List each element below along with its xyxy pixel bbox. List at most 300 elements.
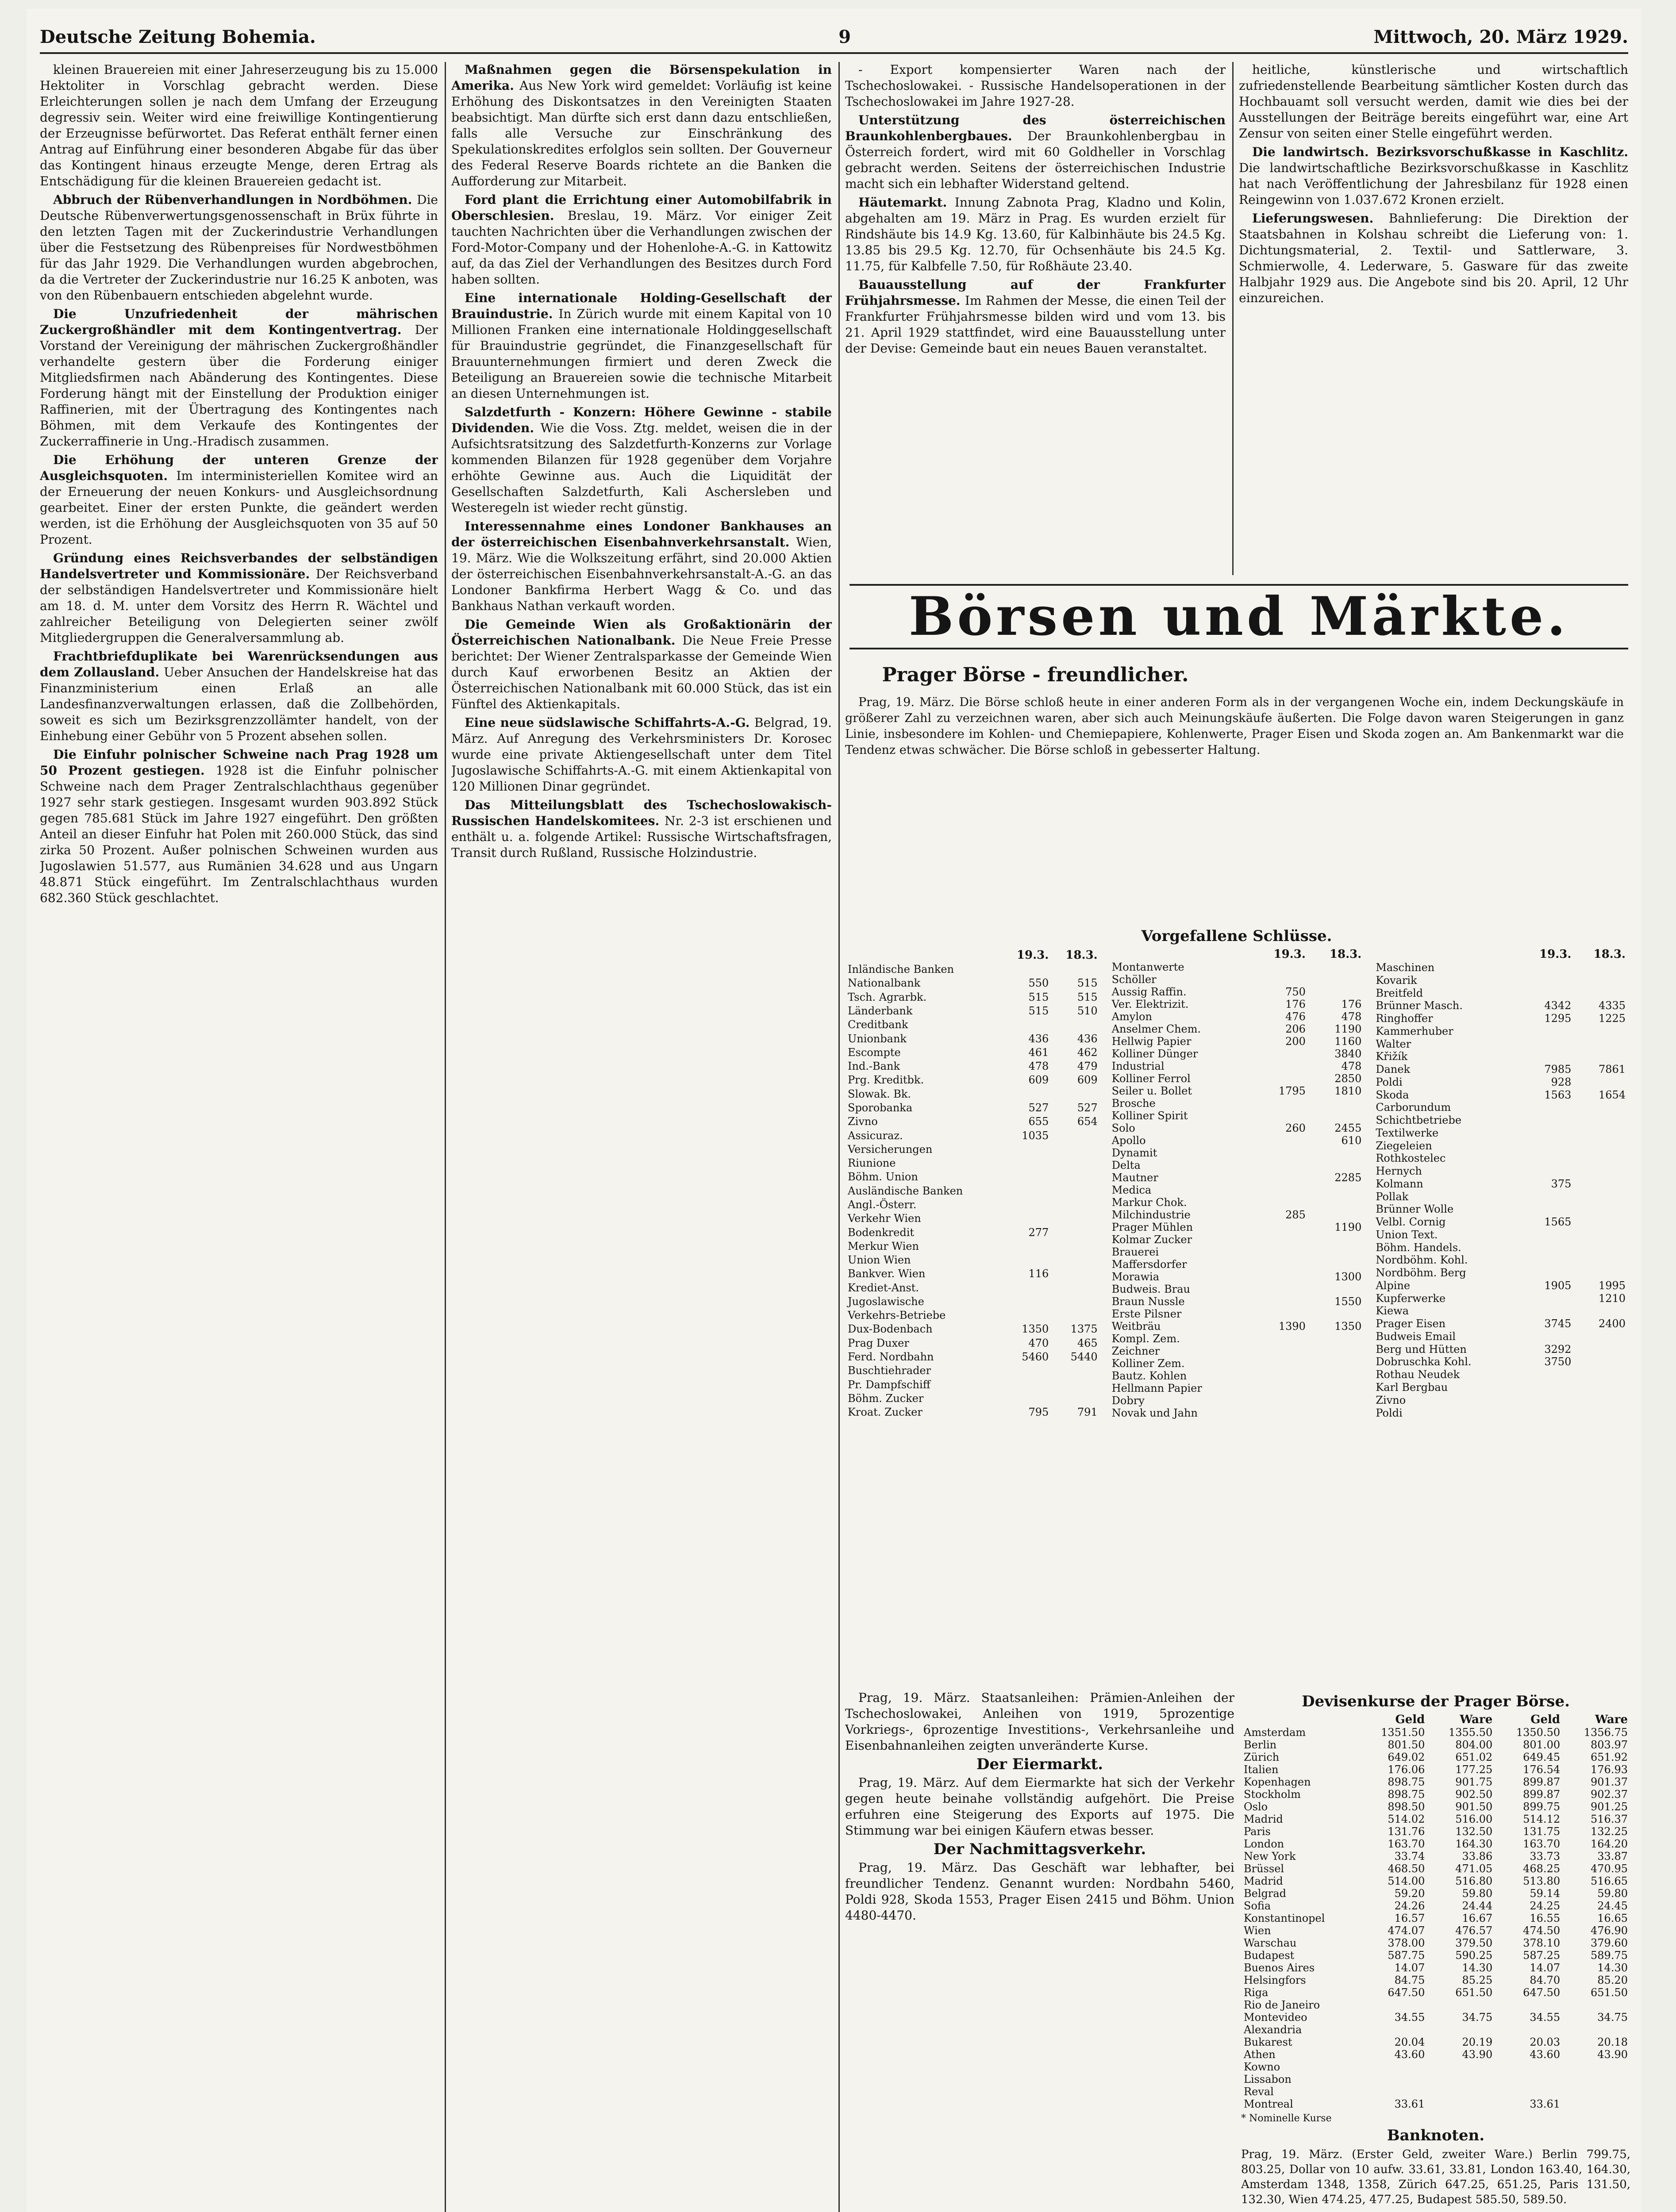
- table-cell: 476.57: [1455, 1924, 1493, 1937]
- column-rule: [838, 62, 840, 2212]
- table-cell: Dux-Bodenbach: [848, 1323, 933, 1336]
- table-row: [1373, 1368, 1628, 1381]
- table-cell: 1160: [1334, 1035, 1362, 1048]
- table-cell: Poldi: [1376, 1075, 1403, 1088]
- table-row: [845, 1253, 1100, 1267]
- table-cell: 478: [1028, 1060, 1049, 1073]
- table-cell: 4335: [1598, 999, 1626, 1012]
- table-cell: Brünner Wolle: [1376, 1203, 1454, 1216]
- table-cell: Ferd. Nordbahn: [848, 1351, 934, 1363]
- table-cell: [1574, 1152, 1628, 1165]
- table-cell: 34.55: [1530, 2011, 1561, 2024]
- table-cell: 515: [1028, 1005, 1049, 1017]
- table-cell: 510: [1077, 1005, 1098, 1017]
- table-cell: Berg und Hütten: [1376, 1343, 1467, 1356]
- table-cell: [1308, 973, 1364, 986]
- table-row: [1373, 1190, 1628, 1203]
- table-row: [1109, 1345, 1365, 1357]
- table-cell: 1300: [1334, 1271, 1362, 1283]
- table-row: [1109, 961, 1365, 973]
- header-left: Deutsche Zeitung Bohemia.: [40, 26, 316, 47]
- table-cell: [1360, 2085, 1427, 2098]
- table-cell: 285: [1285, 1209, 1306, 1221]
- table-cell: Buschtiehrader: [848, 1364, 931, 1377]
- table-cell: 462: [1077, 1046, 1098, 1059]
- table-cell: Amylon: [1111, 1010, 1152, 1023]
- table-cell: Nationalbank: [848, 977, 921, 990]
- banknotes-title: Banknoten.: [1387, 2127, 1485, 2144]
- table-cell: 277: [1028, 1226, 1049, 1239]
- table-row: [845, 1156, 1100, 1170]
- article-paragraph: [845, 277, 1226, 357]
- table-row: [1241, 1900, 1630, 1912]
- table-cell: Brüssel: [1244, 1863, 1284, 1875]
- table-cell: [1360, 1999, 1427, 2011]
- article-body: Die landwirtschaftliche Bezirksvorschußkasse in Kaschlitz hat nach Veröffentlichung der Jahresbilanz für 1928 einen Reingewinn von 1.037.672 Kronen erzielt.: [1239, 161, 1628, 207]
- table-cell: 20.03: [1530, 2036, 1561, 2048]
- article-body: Die Deutsche Rübenverwertungsgenossenschaft in Brüx führte in den letzten Tagen mit der Zuckerindustrie Verhandlungen über die Festsetzung des Rübenpreises für Nordwestböhmen für das Jahr 1929. Die Verhandlungen wurden abgebrochen, da die Vertreter der Zuckerindustrie nur 16.25 K anboten, was von den Rübenbauern entschieden abgelehnt wurde.: [40, 192, 438, 303]
- table-cell: Rio de Janeiro: [1244, 1999, 1320, 2011]
- table-cell: Weitbräu: [1111, 1320, 1161, 1333]
- table-row: [1373, 1101, 1628, 1114]
- table-cell: [1520, 1025, 1574, 1038]
- table-cell: 610: [1341, 1134, 1362, 1147]
- table-row: [1109, 1147, 1365, 1159]
- table-row: [845, 1004, 1100, 1018]
- table-cell: Brauerei: [1111, 1246, 1159, 1258]
- table-cell: Solo: [1111, 1122, 1135, 1134]
- table-row: [1241, 1962, 1630, 1974]
- table-cell: Pollak: [1376, 1190, 1409, 1203]
- table-cell: 1035: [1022, 1129, 1049, 1142]
- table-cell: 2285: [1334, 1171, 1362, 1184]
- table-cell: [1520, 1292, 1574, 1305]
- table-cell: [1003, 1364, 1051, 1378]
- table-cell: [1308, 1394, 1364, 1407]
- table-cell: [1495, 2061, 1563, 2073]
- table-cell: [1574, 1050, 1628, 1063]
- table-cell: [1253, 1308, 1308, 1320]
- table-cell: 651.02: [1455, 1751, 1493, 1763]
- table-cell: 902.37: [1591, 1788, 1628, 1801]
- table-cell: 200: [1285, 1035, 1306, 1048]
- column-2: [451, 62, 832, 2212]
- table-row: [1373, 1279, 1628, 1292]
- table-row: [1373, 974, 1628, 987]
- table-cell: 436: [1028, 1032, 1049, 1045]
- table-cell: [1253, 1357, 1308, 1370]
- table-cell: 1355.50: [1448, 1726, 1493, 1739]
- table-row: [1373, 999, 1628, 1012]
- table-cell: [1308, 1147, 1364, 1159]
- table-cell: 647.50: [1388, 1986, 1425, 1999]
- article-paragraph: [40, 306, 438, 449]
- table-row: [1241, 2048, 1630, 2061]
- table-row: [1373, 1203, 1628, 1216]
- table-row: [845, 1309, 1100, 1322]
- article-heading: Die Gemeinde Wien als Großaktionärin der Österreichischen Nationalbank.: [451, 617, 832, 648]
- table-row: [1109, 973, 1365, 986]
- article-body: heitliche, künstlerische und wirtschaftlich zufriedenstellende Bearbeitung sämtlicher Kosten durch das Hochbauamt soll versucht werden, damit wie dies bei der Ausstellungen der Beiträge bereits eingeführt war, eine Art Zensur von seiten einer Stelle eingeführt werden.: [1239, 62, 1628, 141]
- table-cell: [1574, 1139, 1628, 1152]
- table-row: [845, 1045, 1100, 1059]
- table-row: [1373, 1394, 1628, 1406]
- table-cell: 514.02: [1388, 1813, 1425, 1825]
- table-cell: [1003, 1239, 1051, 1253]
- table-cell: Schöller: [1111, 973, 1157, 986]
- closing-header: 19.3.: [1016, 948, 1049, 962]
- table-cell: 899.87: [1523, 1788, 1561, 1801]
- table-cell: 1190: [1334, 1221, 1362, 1233]
- table-cell: 2850: [1334, 1072, 1362, 1085]
- table-cell: 260: [1285, 1122, 1306, 1134]
- table-cell: Kovarik: [1376, 974, 1417, 987]
- table-cell: Ind.-Bank: [848, 1060, 900, 1073]
- table-cell: [1520, 1368, 1574, 1381]
- article-heading: Gründung eines Reichsverbandes der selbständigen Handelsvertreter und Kommissionäre.: [40, 551, 438, 581]
- closing-header: 18.3.: [1593, 948, 1626, 961]
- table-cell: Italien: [1244, 1763, 1279, 1776]
- table-cell: Warschau: [1244, 1937, 1297, 1949]
- closing-header: 19.3.: [1539, 948, 1572, 961]
- table-cell: [1495, 2024, 1563, 2036]
- table-row: [1373, 1025, 1628, 1038]
- table-cell: [1051, 1281, 1100, 1294]
- table-cell: [1427, 1999, 1495, 2011]
- article-paragraph: [1239, 211, 1628, 306]
- article-paragraph: [40, 747, 438, 906]
- table-cell: 609: [1077, 1074, 1098, 1087]
- table-row: [1373, 1165, 1628, 1178]
- article-paragraph: [845, 62, 1226, 110]
- table-cell: Alpine: [1376, 1279, 1411, 1292]
- table-cell: [1360, 2061, 1427, 2073]
- table-row: [1241, 1788, 1630, 1801]
- column-1: [40, 62, 438, 2212]
- table-cell: 791: [1077, 1406, 1098, 1419]
- table-cell: 476: [1285, 1010, 1306, 1023]
- table-cell: Ziegeleien: [1376, 1139, 1432, 1152]
- table-cell: 468.50: [1388, 1863, 1425, 1875]
- article-heading: Die landwirtsch. Bezirksvorschußkasse in Kaschlitz.: [1252, 145, 1628, 159]
- table-cell: 1563: [1544, 1088, 1572, 1101]
- table-cell: [1520, 1037, 1574, 1050]
- table-cell: 750: [1285, 986, 1306, 998]
- table-cell: [1308, 1333, 1364, 1345]
- table-row: [1373, 1139, 1628, 1152]
- table-cell: Bodenkredit: [848, 1226, 915, 1239]
- closing-header: 19.3.: [1273, 948, 1306, 961]
- table-cell: Maschinen: [1376, 961, 1435, 974]
- article-body: Der Vorstand der Vereinigung der mährischen Zuckergroßhändler verhandelte gestern über die Forderung einiger Mitgliedsfirmen nach Abänderung des Kontingentes. Diese Forderung hängt mit der Einstellung der Produktion einiger Raffinerien, mit der Übertragung des Kontingentes nach Böhmen, mit dem Verkaufe des Kontingentes der Zuckerraffinerie in Ung.-Hradisch zusammen.: [40, 323, 438, 449]
- table-cell: 16.65: [1597, 1912, 1628, 1924]
- table-row: [1373, 1305, 1628, 1317]
- table-cell: [1520, 987, 1574, 999]
- table-cell: Kompl. Zem.: [1111, 1333, 1180, 1345]
- table-cell: Skoda: [1376, 1088, 1409, 1101]
- fx-header: Geld: [1395, 1713, 1425, 1726]
- table-row: [845, 1198, 1100, 1211]
- table-cell: [1003, 1378, 1051, 1391]
- table-cell: 164.30: [1455, 1838, 1493, 1850]
- table-row: [845, 1115, 1100, 1129]
- table-cell: [1308, 1283, 1364, 1295]
- table-cell: 176: [1341, 998, 1362, 1010]
- table-cell: 461: [1028, 1046, 1049, 1059]
- table-cell: Zeichner: [1111, 1345, 1160, 1357]
- table-cell: [1574, 1165, 1628, 1178]
- table-cell: [1520, 961, 1574, 974]
- fx-header: Geld: [1530, 1713, 1561, 1726]
- table-cell: [1574, 1356, 1628, 1368]
- table-row: [1109, 1209, 1365, 1221]
- table-cell: Danek: [1376, 1063, 1411, 1076]
- table-row: [1373, 1330, 1628, 1343]
- table-cell: [1003, 1156, 1051, 1170]
- table-cell: [1574, 1267, 1628, 1279]
- table-cell: [1003, 1170, 1051, 1184]
- table-cell: Carborundum: [1376, 1101, 1451, 1114]
- table-cell: Industrial: [1111, 1060, 1165, 1072]
- table-row: [1241, 2073, 1630, 2085]
- table-row: [1109, 1394, 1365, 1407]
- table-cell: Kolliner Dünger: [1111, 1048, 1198, 1060]
- table-row: [1109, 1271, 1365, 1283]
- table-cell: 804.00: [1455, 1739, 1493, 1751]
- table-row: [1241, 2085, 1630, 2098]
- article-paragraph: [40, 452, 438, 548]
- table-cell: 24.44: [1462, 1900, 1493, 1912]
- table-cell: 1210: [1598, 1292, 1626, 1305]
- newspaper-page: [27, 9, 1641, 2212]
- table-cell: Buenos Aires: [1244, 1962, 1315, 1974]
- table-cell: 378.00: [1388, 1937, 1425, 1949]
- table-row: [1373, 1088, 1628, 1101]
- table-cell: Seiler u. Bollet: [1111, 1085, 1192, 1097]
- table-row: [845, 1142, 1100, 1156]
- bond-report-text: Prag, 19. März. Staatsanleihen: Prämien-Anleihen der Tschechoslowakei, Anleihen von 1919, 5prozentige Vorkriegs-, 6prozentige Investitions-, Verkehrsanleihe und Eisenbahnanleihen zeigten unveränderte Kurse.: [845, 1690, 1234, 1753]
- table-cell: Budweis. Brau: [1111, 1283, 1190, 1295]
- table-cell: 1350: [1334, 1320, 1362, 1333]
- table-cell: 1550: [1334, 1295, 1362, 1308]
- article-heading: Eine neue südslawische Schiffahrts-A.-G.: [465, 715, 754, 730]
- table-row: [845, 1406, 1100, 1419]
- table-cell: [1563, 2024, 1630, 2036]
- table-cell: 43.90: [1597, 2048, 1628, 2061]
- article-paragraph: [40, 192, 438, 303]
- table-row: [1373, 961, 1628, 974]
- table-cell: [1563, 2061, 1630, 2073]
- table-cell: [1574, 1381, 1628, 1394]
- table-cell: 655: [1028, 1115, 1049, 1128]
- table-cell: Wien: [1244, 1924, 1271, 1937]
- table-row: [1241, 1999, 1630, 2011]
- table-cell: 14.07: [1530, 1962, 1561, 1974]
- table-cell: [1253, 1147, 1308, 1159]
- table-cell: 1905: [1544, 1279, 1572, 1292]
- closing-section: [845, 925, 1628, 1686]
- table-row: [845, 1391, 1100, 1405]
- article-body: Ueber Ansuchen der Handelskreise hat das Finanzministerium einen Erlaß an alle Landesfinanzverwaltungen erlassen, daß die Zollbehörden, soweit es sich um Bezirksgrenzzollämter handelt, von der Einhebung einer Gebühr von 5 Prozent absehen sollen.: [40, 665, 438, 743]
- table-cell: 14.30: [1597, 1962, 1628, 1974]
- table-cell: Kolliner Spirit: [1111, 1110, 1188, 1122]
- table-cell: 651.50: [1591, 1986, 1628, 1999]
- table-cell: [1003, 1309, 1051, 1322]
- table-cell: 1225: [1598, 1012, 1626, 1025]
- table-cell: Prg. Kreditbk.: [848, 1074, 924, 1087]
- table-cell: [1308, 1407, 1364, 1419]
- table-cell: [1360, 2073, 1427, 2085]
- table-row: [1241, 1924, 1630, 1937]
- table-cell: [1574, 1203, 1628, 1216]
- table-cell: [1003, 1281, 1051, 1294]
- table-cell: 7861: [1598, 1063, 1626, 1076]
- table-cell: 801.50: [1388, 1739, 1425, 1751]
- table-cell: [1003, 1184, 1051, 1198]
- table-cell: [1051, 1225, 1100, 1239]
- table-cell: [1574, 1190, 1628, 1203]
- table-row: [1241, 1751, 1630, 1763]
- closing-header: [1373, 948, 1519, 961]
- table-cell: Paris: [1244, 1825, 1271, 1838]
- table-row: [1109, 1085, 1365, 1097]
- table-cell: Länderbank: [848, 1005, 913, 1017]
- article-body: Innung Zabnota Prag, Kladno und Kolin, abgehalten am 19. März in Prag. Es wurden erzielt für Rindshäute bis 14.9 Kg. 13.60, für Kalbinhäute bis 24.5 Kg. 13.85 bis 29.5 Kg. 12.70, für Ochsenhäute bis 24.5 Kg. 11.75, für Kalbfelle 7.50, für Roßhäute 23.40.: [845, 195, 1226, 273]
- table-cell: [1495, 2085, 1563, 2098]
- table-row: [1109, 1184, 1365, 1196]
- closing-table: [1373, 948, 1628, 1419]
- table-cell: Ausländische Banken: [848, 1184, 963, 1197]
- table-cell: Assicuraz.: [848, 1129, 903, 1142]
- table-cell: 1795: [1278, 1085, 1306, 1097]
- table-cell: 527: [1028, 1101, 1049, 1114]
- table-cell: Madrid: [1244, 1875, 1283, 1887]
- table-row: [845, 976, 1100, 990]
- table-cell: 515: [1077, 977, 1098, 990]
- table-cell: 902.50: [1455, 1788, 1493, 1801]
- table-cell: 85.20: [1597, 1974, 1628, 1986]
- article-body: 1928 ist die Einfuhr polnischer Schweine nach dem Prager Zentralschlachthaus gegenüber 1927 sehr stark gestiegen. Insgesamt wurden 903.892 Stück gegen 785.681 Stück im Jahre 1927 eingeführt. Den größten Anteil an dieser Einfuhr hat Polen mit 260.000 Stück, das sind zirka 50 Prozent. Außer polnischen Schweinen wurden aus Jugoslawien 51.577, aus Rumänien 34.628 und aus Ungarn 48.871 Stück eingeführt. Im Zentralschlachthaus wurden 682.360 Stück geschlachtet.: [40, 763, 438, 905]
- table-cell: [1308, 1196, 1364, 1209]
- table-cell: Böhm. Union: [848, 1171, 918, 1183]
- fx-table: [1241, 1713, 1630, 2110]
- table-cell: 514.00: [1388, 1875, 1425, 1887]
- table-row: [845, 1129, 1100, 1142]
- table-cell: 515: [1077, 991, 1098, 1003]
- table-cell: London: [1244, 1838, 1284, 1850]
- table-cell: 375: [1551, 1177, 1572, 1190]
- table-cell: [1308, 1246, 1364, 1258]
- table-cell: 1356.75: [1584, 1726, 1628, 1739]
- table-cell: Bukarest: [1244, 2036, 1292, 2048]
- table-row: [845, 1101, 1100, 1114]
- article-paragraph: [845, 112, 1226, 192]
- table-row: [1109, 1023, 1365, 1035]
- table-cell: 33.86: [1462, 1850, 1493, 1863]
- table-row: [1241, 1949, 1630, 1962]
- article-paragraph: [1239, 62, 1628, 142]
- table-cell: 928: [1551, 1075, 1572, 1088]
- table-cell: Prager Eisen: [1376, 1317, 1446, 1330]
- table-cell: 3840: [1334, 1048, 1362, 1060]
- table-cell: Stockholm: [1244, 1788, 1301, 1801]
- table-cell: 85.25: [1462, 1974, 1493, 1986]
- table-cell: [1574, 1216, 1628, 1229]
- table-cell: 649.45: [1523, 1751, 1561, 1763]
- section-banner: Börsen und Märkte.: [850, 584, 1628, 649]
- table-cell: New York: [1244, 1850, 1296, 1863]
- table-cell: [1520, 1165, 1574, 1178]
- table-row: [1109, 1122, 1365, 1134]
- article-body: Der Braunkohlenbergbau in Österreich fordert, wird mit 60 Goldheller in Vorschlag gebracht werden. Seitens der österreichischen Industrie macht sich ein lebhafter Widerstand geltend.: [845, 129, 1226, 191]
- table-row: [1241, 2061, 1630, 2073]
- table-row: [1241, 2011, 1630, 2024]
- table-cell: [1003, 1087, 1051, 1101]
- article-heading: Die Unzufriedenheit der mährischen Zuckergroßhändler mit dem Kontingentvertrag.: [40, 307, 438, 337]
- article-body: Nr. 2-3 ist erschienen und enthält u. a. folgende Artikel: Russische Wirtschaftsfragen, Transit durch Rußland, Russische Holzindustrie.: [451, 814, 832, 860]
- table-cell: [1253, 1097, 1308, 1110]
- table-cell: Markur Chok.: [1111, 1196, 1187, 1209]
- table-cell: [1574, 1178, 1628, 1190]
- table-cell: Kammerhuber: [1376, 1025, 1453, 1037]
- table-cell: [1520, 1254, 1574, 1267]
- table-row: [1109, 1407, 1365, 1419]
- table-cell: [1253, 1221, 1308, 1233]
- table-cell: 4342: [1544, 999, 1572, 1012]
- article-paragraph: [451, 518, 832, 614]
- table-cell: [1574, 987, 1628, 999]
- afternoon-title: Der Nachmittagsverkehr.: [933, 1840, 1146, 1858]
- table-row: [845, 1087, 1100, 1101]
- table-cell: 1190: [1334, 1023, 1362, 1035]
- running-head: [40, 21, 1628, 54]
- table-cell: Braun Nussle: [1111, 1295, 1185, 1308]
- table-cell: [1003, 1294, 1051, 1308]
- article-heading: Die Erhöhung der unteren Grenze der Ausgleichsquoten.: [40, 453, 438, 483]
- table-cell: Montevideo: [1244, 2011, 1307, 2024]
- article-heading: Salzdetfurth - Konzern: Höhere Gewinne - stabile Dividenden.: [451, 405, 832, 435]
- table-cell: Montanwerte: [1111, 961, 1184, 973]
- eggs-text: Prag, 19. März. Auf dem Eiermarkte hat sich der Verkehr gegen heute beinahe vollständig aufgehört. Die Preise erfuhren eine Steigerung des Exports auf 1975. Die Stimmung war bei einigen Käufern etwas besser.: [845, 1775, 1234, 1838]
- table-cell: [1253, 1258, 1308, 1271]
- table-cell: 164.20: [1591, 1838, 1628, 1850]
- table-cell: [1051, 1156, 1100, 1170]
- table-row: [845, 1212, 1100, 1225]
- table-cell: 59.20: [1394, 1887, 1425, 1900]
- closing-header: 18.3.: [1329, 948, 1362, 961]
- table-row: [1109, 1097, 1365, 1110]
- table-cell: Kolmann: [1376, 1177, 1423, 1190]
- table-row: [1109, 1035, 1365, 1048]
- table-row: [1373, 1178, 1628, 1190]
- table-cell: 16.57: [1394, 1912, 1425, 1924]
- article-heading: Bauausstellung auf der Frankfurter Frühjahrsmesse.: [845, 277, 1226, 308]
- table-cell: [1574, 1037, 1628, 1050]
- table-cell: Montreal: [1244, 2098, 1293, 2110]
- table-cell: [1520, 1305, 1574, 1317]
- table-cell: 176.06: [1388, 1763, 1425, 1776]
- table-cell: [1253, 1246, 1308, 1258]
- table-cell: 24.45: [1597, 1900, 1628, 1912]
- table-cell: [1003, 1253, 1051, 1267]
- table-row: [845, 1170, 1100, 1184]
- table-cell: Prag Duxer: [848, 1336, 909, 1349]
- table-cell: 795: [1028, 1406, 1049, 1419]
- table-cell: Riga: [1244, 1986, 1269, 1999]
- table-cell: 527: [1077, 1101, 1098, 1114]
- table-cell: 132.25: [1591, 1825, 1628, 1838]
- table-cell: [1253, 1370, 1308, 1382]
